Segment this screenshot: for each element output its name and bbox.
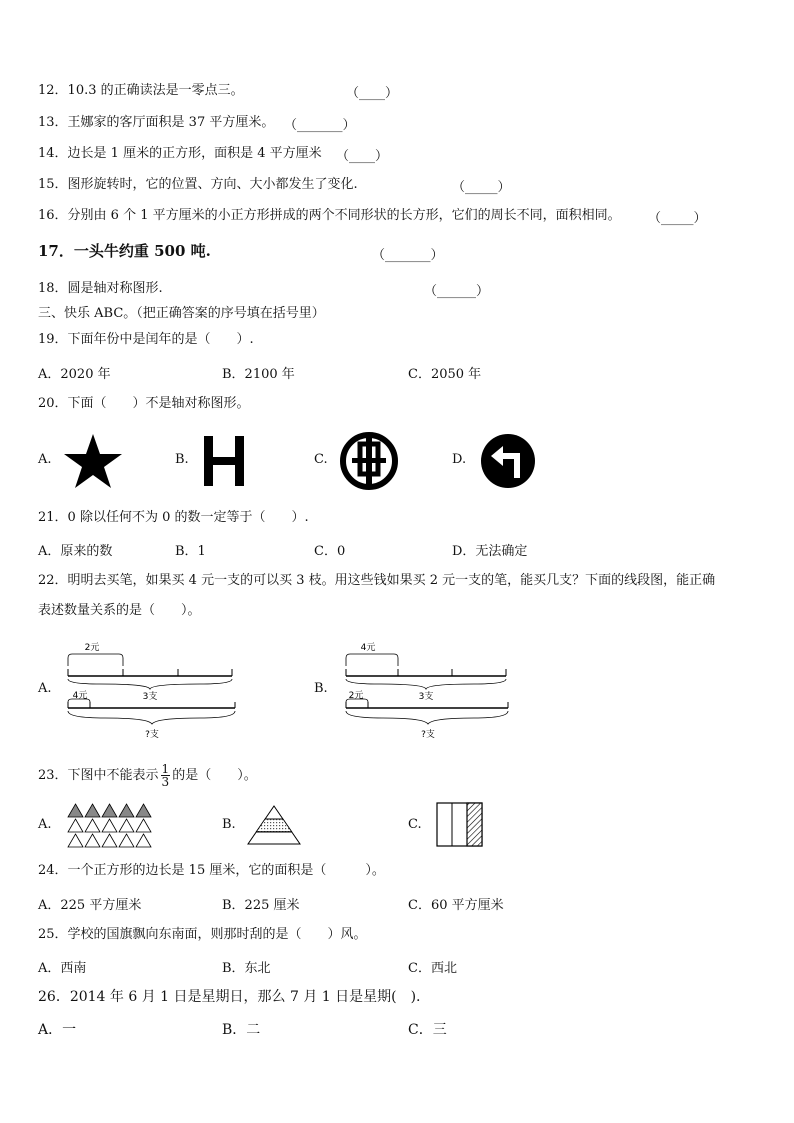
q23-option-a[interactable]: A. <box>38 817 52 832</box>
fraction-numerator: 1 <box>161 762 170 776</box>
q22-a-bot-label: ?支 <box>145 730 159 740</box>
q18-blank[interactable]: （______） <box>424 284 490 299</box>
q20-stem: 20．下面（ ）不是轴对称图形。 <box>38 396 250 411</box>
q18-text: 18．圆是轴对称图形. <box>38 281 163 296</box>
q25-stem: 25．学校的国旗飘向东南面，则那时刮的是（ ）风。 <box>38 927 367 942</box>
q26-option-c[interactable]: C．三 <box>408 1022 447 1038</box>
q23-stem <box>38 763 257 788</box>
q24-option-c[interactable]: C．60 平方厘米 <box>408 898 504 913</box>
q19-option-c[interactable]: C．2050 年 <box>408 367 482 382</box>
triangle-grid-figure <box>66 802 152 848</box>
q16-blank[interactable]: （_____） <box>648 211 707 226</box>
q25-option-b[interactable]: B．东北 <box>222 961 271 976</box>
q19-option-a[interactable]: A．2020 年 <box>38 367 111 382</box>
fraction-denominator: 3 <box>161 775 170 789</box>
grid-triangle <box>119 819 134 832</box>
letter-h-icon <box>200 434 248 488</box>
grid-triangle <box>68 804 83 817</box>
q22-b-top-label: 4元 <box>360 643 376 653</box>
bank-logo-icon <box>340 432 398 490</box>
q15-blank[interactable]: （_____） <box>452 180 511 195</box>
q25-option-a[interactable]: A．西南 <box>38 961 87 976</box>
q22-option-a[interactable]: A. <box>38 681 52 696</box>
grid-triangle <box>102 819 117 832</box>
grid-triangle <box>136 834 151 847</box>
grid-triangle <box>68 819 83 832</box>
q22-option-b[interactable]: B. <box>314 681 328 696</box>
q20-option-c[interactable]: C. <box>314 452 328 467</box>
grid-triangle <box>85 804 100 817</box>
q21-option-a[interactable]: A．原来的数 <box>38 544 113 559</box>
grid-triangle <box>85 819 100 832</box>
grid-triangle <box>136 804 151 817</box>
grid-triangle <box>119 804 134 817</box>
q22-a-mid-label: 3支 <box>142 692 158 702</box>
q22-stem-line-1: 22．明明去买笔，如果买 4 元一支的可以买 3 枝。用这些钱如果买 2 元一支的笔，能买几支？下面的线段图，能正确 <box>38 573 716 588</box>
grid-triangle <box>136 819 151 832</box>
q23-option-c[interactable]: C. <box>408 817 422 832</box>
layered-triangle-figure <box>246 804 302 846</box>
grid-triangle <box>68 834 83 847</box>
q22-a-low-label: 4元 <box>72 691 88 701</box>
q26-stem: 26．2014 年 6 月 1 日是星期日，那么 7 月 1 日是星期( ). <box>38 989 421 1005</box>
grid-triangle <box>102 834 117 847</box>
q22-b-mid-label: 3支 <box>418 692 434 702</box>
q22-b-bot-label: ?支 <box>421 730 435 740</box>
q21-option-d[interactable]: D．无法确定 <box>452 544 528 559</box>
turn-left-sign-icon <box>479 432 537 490</box>
q16-text: 16．分别由 6 个 1 平方厘米的小正方形拼成的两个不同形状的长方形，它们的周长不同，面积相同。 <box>38 208 621 223</box>
q20-option-a[interactable]: A. <box>38 452 52 467</box>
q25-option-c[interactable]: C．西北 <box>408 961 457 976</box>
q17-blank[interactable]: （_______） <box>372 248 444 263</box>
q24-option-a[interactable]: A．225 平方厘米 <box>38 898 142 913</box>
q14-blank[interactable]: （____） <box>336 149 389 164</box>
grid-triangle <box>85 834 100 847</box>
q24-option-b[interactable]: B．225 厘米 <box>222 898 300 913</box>
q17-text: 17．一头牛约重 500 吨. <box>38 242 211 260</box>
q12-blank[interactable]: （____） <box>346 86 399 101</box>
q13-blank[interactable]: （_______） <box>284 118 356 133</box>
q22-stem-line-2: 表述数量关系的是（ ）。 <box>38 603 201 618</box>
q19-option-b[interactable]: B．2100 年 <box>222 367 295 382</box>
q19-stem: 19．下面年份中是闰年的是（ ）. <box>38 332 254 347</box>
q26-option-b[interactable]: B．二 <box>222 1022 261 1038</box>
fraction-one-third <box>161 763 171 788</box>
q13-text: 13．王娜家的客厅面积是 37 平方厘米。 <box>38 115 275 130</box>
q23-option-b[interactable]: B. <box>222 817 236 832</box>
q15-text: 15．图形旋转时，它的位置、方向、大小都发生了变化. <box>38 177 358 192</box>
section-3-heading: 三、快乐 ABC。（把正确答案的序号填在括号里） <box>38 306 325 321</box>
q22-a-top-label: 2元 <box>84 643 100 653</box>
q23-stem-post: 的是（ ）。 <box>172 768 257 783</box>
grid-triangle <box>119 834 134 847</box>
striped-rectangle-figure <box>436 802 484 848</box>
q22-b-low-label: 2元 <box>348 691 364 701</box>
star-icon <box>62 432 124 490</box>
q22-a-segment-diagram <box>60 636 250 744</box>
q14-text: 14．边长是 1 厘米的正方形，面积是 4 平方厘米 <box>38 146 322 161</box>
q22-b-segment-diagram <box>338 636 518 744</box>
q20-option-d[interactable]: D. <box>452 452 467 467</box>
q21-option-c[interactable]: C．0 <box>314 544 346 559</box>
q12-text: 12．10.3 的正确读法是一零点三。 <box>38 83 244 98</box>
q24-stem: 24．一个正方形的边长是 15 厘米，它的面积是（ ）。 <box>38 863 385 878</box>
q21-option-b[interactable]: B．1 <box>175 544 206 559</box>
q20-option-b[interactable]: B. <box>175 452 189 467</box>
q26-option-a[interactable]: A．一 <box>38 1022 77 1038</box>
q23-stem-pre: 23．下图中不能表示 <box>38 768 159 783</box>
q21-stem: 21．0 除以任何不为 0 的数一定等于（ ）. <box>38 510 309 525</box>
grid-triangle <box>102 804 117 817</box>
